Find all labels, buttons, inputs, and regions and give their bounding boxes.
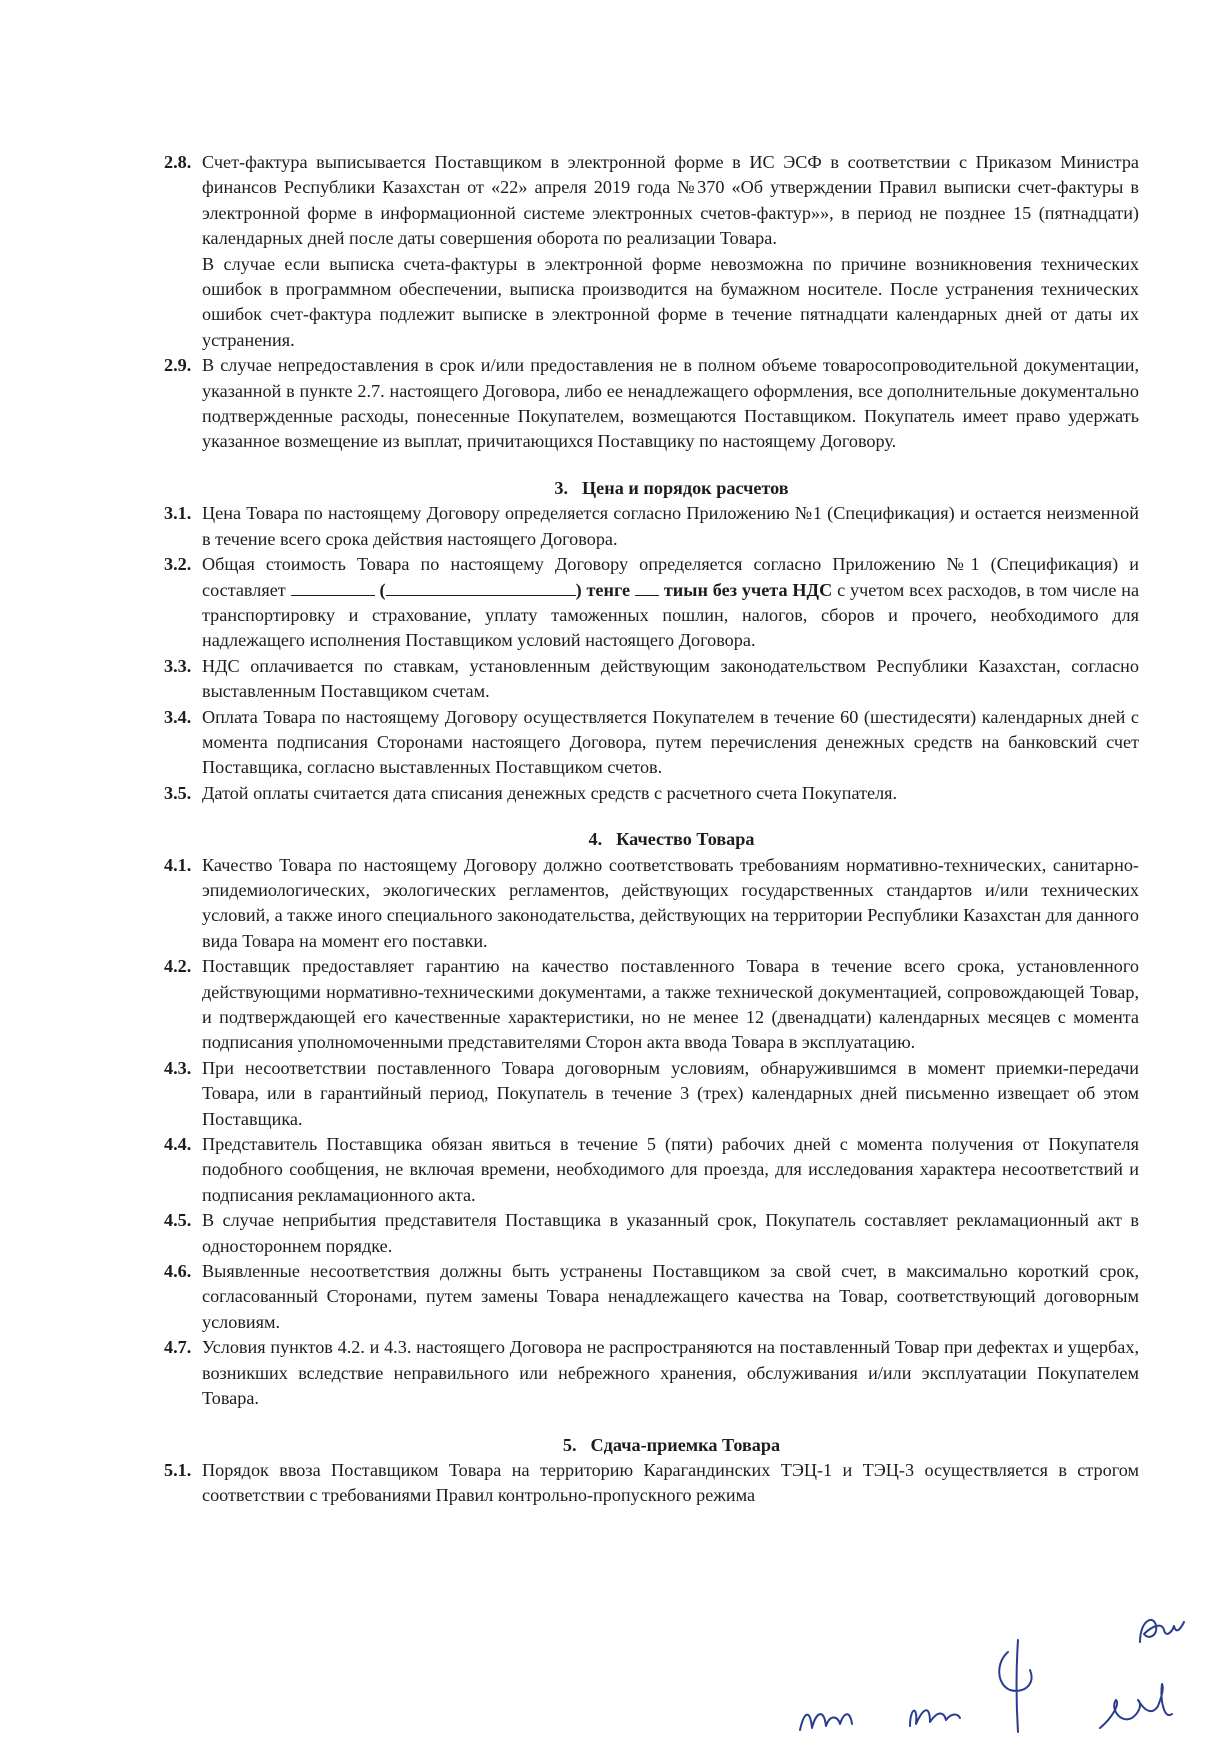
vat-note: тиын без учета НДС <box>663 579 833 600</box>
signature-1 <box>800 1714 852 1730</box>
clause-text-part: Общая стоимость Товара по настоящему Договору определяется согласно Приложению №1 (Спецификация) и составляет <box>202 554 1139 600</box>
clause-text: Условия пунктов 4.2. и 4.3. настоящего Договора не распространяются на поставленный Товар при дефектах и ущербах, возникших вследствие неправильного или небрежного хранения, обслуживания и/или эксплуатации Покупателем Товара. <box>202 1337 1139 1409</box>
clause-number: 5.1. <box>164 1459 192 1480</box>
contract-text <box>164 150 1139 1509</box>
section-number: 5. <box>562 1434 577 1455</box>
clause-number: 4.6. <box>164 1261 192 1282</box>
clause-text: Представитель Поставщика обязан явиться в течение 5 (пяти) рабочих дней с момента получения от Покупателя подобного сообщения, не включая времени, необходимого для проезда, для исследования характера несоответствий и подписания рекламационного акта. <box>202 1134 1139 1205</box>
clause-4-5 <box>164 1208 1139 1259</box>
section-title: Качество Товара <box>616 829 755 850</box>
clause-4-6 <box>164 1259 1139 1335</box>
clause-4-3 <box>164 1056 1139 1132</box>
clause-text: НДС оплачивается по ставкам, установленным действующим законодательством Республики Казахстан, согласно выставленным Поставщиком счетам. <box>202 655 1139 702</box>
clause-5-1 <box>164 1458 1139 1509</box>
clause-4-7 <box>164 1335 1139 1411</box>
clause-number: 4.5. <box>164 1210 192 1231</box>
clause-text <box>202 552 1139 654</box>
clause-2-8-continuation: В случае если выписка счета-фактуры в электронной форме невозможна по причине возникновения технических ошибок в программном обеспечении, выписка производится на бумажном носителе. После устранения технических ошибок счет-фактура подлежит выписке в электронной форме в течение пятнадцати календарных дней от даты их устранения. <box>202 253 1139 350</box>
clause-number: 4.7. <box>164 1337 192 1358</box>
clause-number: 3.3. <box>164 655 192 676</box>
clause-text: Цена Товара по настоящему Договору определяется согласно Приложению №1 (Спецификация) и остается неизменной в течение всего срока действия настоящего Договора. <box>202 503 1139 549</box>
clause-3-4 <box>164 705 1139 781</box>
clause-number: 3.2. <box>164 554 192 575</box>
clause-2-8 <box>164 150 1139 252</box>
clause-text: Счет-фактура выписывается Поставщиком в электронной форме в ИС ЭСФ в соответствии с Приказом Министра финансов Республики Казахстан от «22» апреля 2019 года №370 «Об утверждении Правил выписки счет-фактуры в электронной форме в информационной системе электронных счетов-фактур»», в период не позднее 15 (пятнадцати) календарных дней после даты совершения оборота по реализации Товара. <box>202 152 1139 249</box>
clause-text: Порядок ввоза Поставщиком Товара на территорию Карагандинских ТЭЦ-1 и ТЭЦ-3 осуществляется в строгом соответствии с требованиями Правил контрольно-пропускного режима <box>202 1459 1139 1506</box>
clause-3-2 <box>164 552 1139 654</box>
clause-3-3 <box>164 654 1139 705</box>
clause-text: В случае непредоставления в срок и/или предоставления не в полном объеме товаросопроводительной документации, указанной в пункте 2.7. настоящего Договора, либо ее ненадлежащего оформления, все дополнительные документально подтвержденные расходы, понесенные Покупателем, возмещаются Поставщиком. Покупатель имеет право удержать указанное возмещение из выплат, причитающихся Поставщику по настоящему Договору. <box>202 355 1139 452</box>
clause-number: 3.5. <box>164 782 192 803</box>
clause-text-part: с учетом всех расходов, в том числе на транспортировку и страхование, уплату таможенных пошлин, налогов, сборов и прочего, необходимого для надлежащего исполнения Поставщиком условий настоящего Договора. <box>202 579 1140 651</box>
signature-3 <box>999 1640 1031 1732</box>
clause-text: При несоответствии поставленного Товара договорным условиям, обнаружившимся в момент приемки-передачи Товара, или в гарантийный период, Покупатель в течение 3 (трех) календарных дней письменно извещает об этом Поставщика. <box>202 1057 1139 1129</box>
clause-number: 4.3. <box>164 1057 192 1078</box>
paren-close: ) <box>575 579 582 600</box>
section-heading-5 <box>164 1433 1139 1458</box>
clause-number: 4.1. <box>164 854 192 875</box>
clause-number: 3.4. <box>164 706 192 727</box>
section-heading-4 <box>164 827 1139 852</box>
clause-text: Поставщик предоставляет гарантию на качество поставленного Товара в течение всего срока, установленного действующими нормативно-техническими документами, а также технической документацией, сопровождающей Товар, и подтверждающей его качественные характеристики, но не менее 12 (двенадцати) календарных месяцев с момента подписания уполномоченными представителями Сторон акта ввода Товара в эксплуатацию. <box>202 956 1139 1053</box>
signature-4 <box>1140 1620 1184 1642</box>
clause-3-5 <box>164 781 1139 806</box>
clause-number: 3.1. <box>164 503 192 524</box>
clause-text: Качество Товара по настоящему Договору должно соответствовать требованиям нормативно-технических, санитарно-эпидемиологических, экологических регламентов, действующих государственных стандартов и/или технических условий, а также иного специального законодательства, действующих на территории Республики Казахстан для данного вида Товара на момент его поставки. <box>202 854 1139 951</box>
clause-number: 4.4. <box>164 1134 192 1155</box>
section-heading-3 <box>164 476 1139 501</box>
clause-text: В случае неприбытия представителя Поставщика в указанный срок, Покупатель составляет рекламационный акт в одностороннем порядке. <box>202 1210 1139 1256</box>
tiyn-blank <box>635 578 659 596</box>
clause-text: Оплата Товара по настоящему Договору осуществляется Покупателем в течение 60 (шестидесяти) календарных дней с момента подписания Сторонами настоящего Договора, путем перечисления денежных средств на банковский счет Поставщика, согласно выставленных Поставщиком счетов. <box>202 706 1139 778</box>
section-title: Сдача-приемка Товара <box>590 1434 781 1455</box>
clause-3-1 <box>164 501 1139 552</box>
paren-open: ( <box>379 579 386 600</box>
clause-text: Датой оплаты считается дата списания денежных средств с расчетного счета Покупателя. <box>202 782 898 803</box>
signatures <box>760 1600 1200 1740</box>
section-title: Цена и порядок расчетов <box>582 477 789 498</box>
signature-5 <box>1100 1684 1172 1728</box>
clause-4-4 <box>164 1132 1139 1208</box>
clause-text: Выявленные несоответствия должны быть устранены Поставщиком за свой счет, в максимально короткий срок, согласованный Сторонами, путем замены Товара ненадлежащего качества на Товар, соответствующий договорным условиям. <box>202 1261 1139 1332</box>
amount-words-blank <box>386 578 576 596</box>
amount-blank <box>291 578 375 596</box>
clause-4-1 <box>164 853 1139 955</box>
clause-number: 2.8. <box>164 152 192 172</box>
clause-4-2 <box>164 954 1139 1056</box>
clause-number: 2.9. <box>164 355 192 376</box>
clause-number: 4.2. <box>164 956 192 977</box>
section-number: 4. <box>588 829 603 850</box>
section-number: 3. <box>554 477 568 498</box>
currency-tenge: тенге <box>586 579 631 600</box>
signature-2 <box>910 1710 960 1726</box>
clause-2-9 <box>164 353 1139 455</box>
